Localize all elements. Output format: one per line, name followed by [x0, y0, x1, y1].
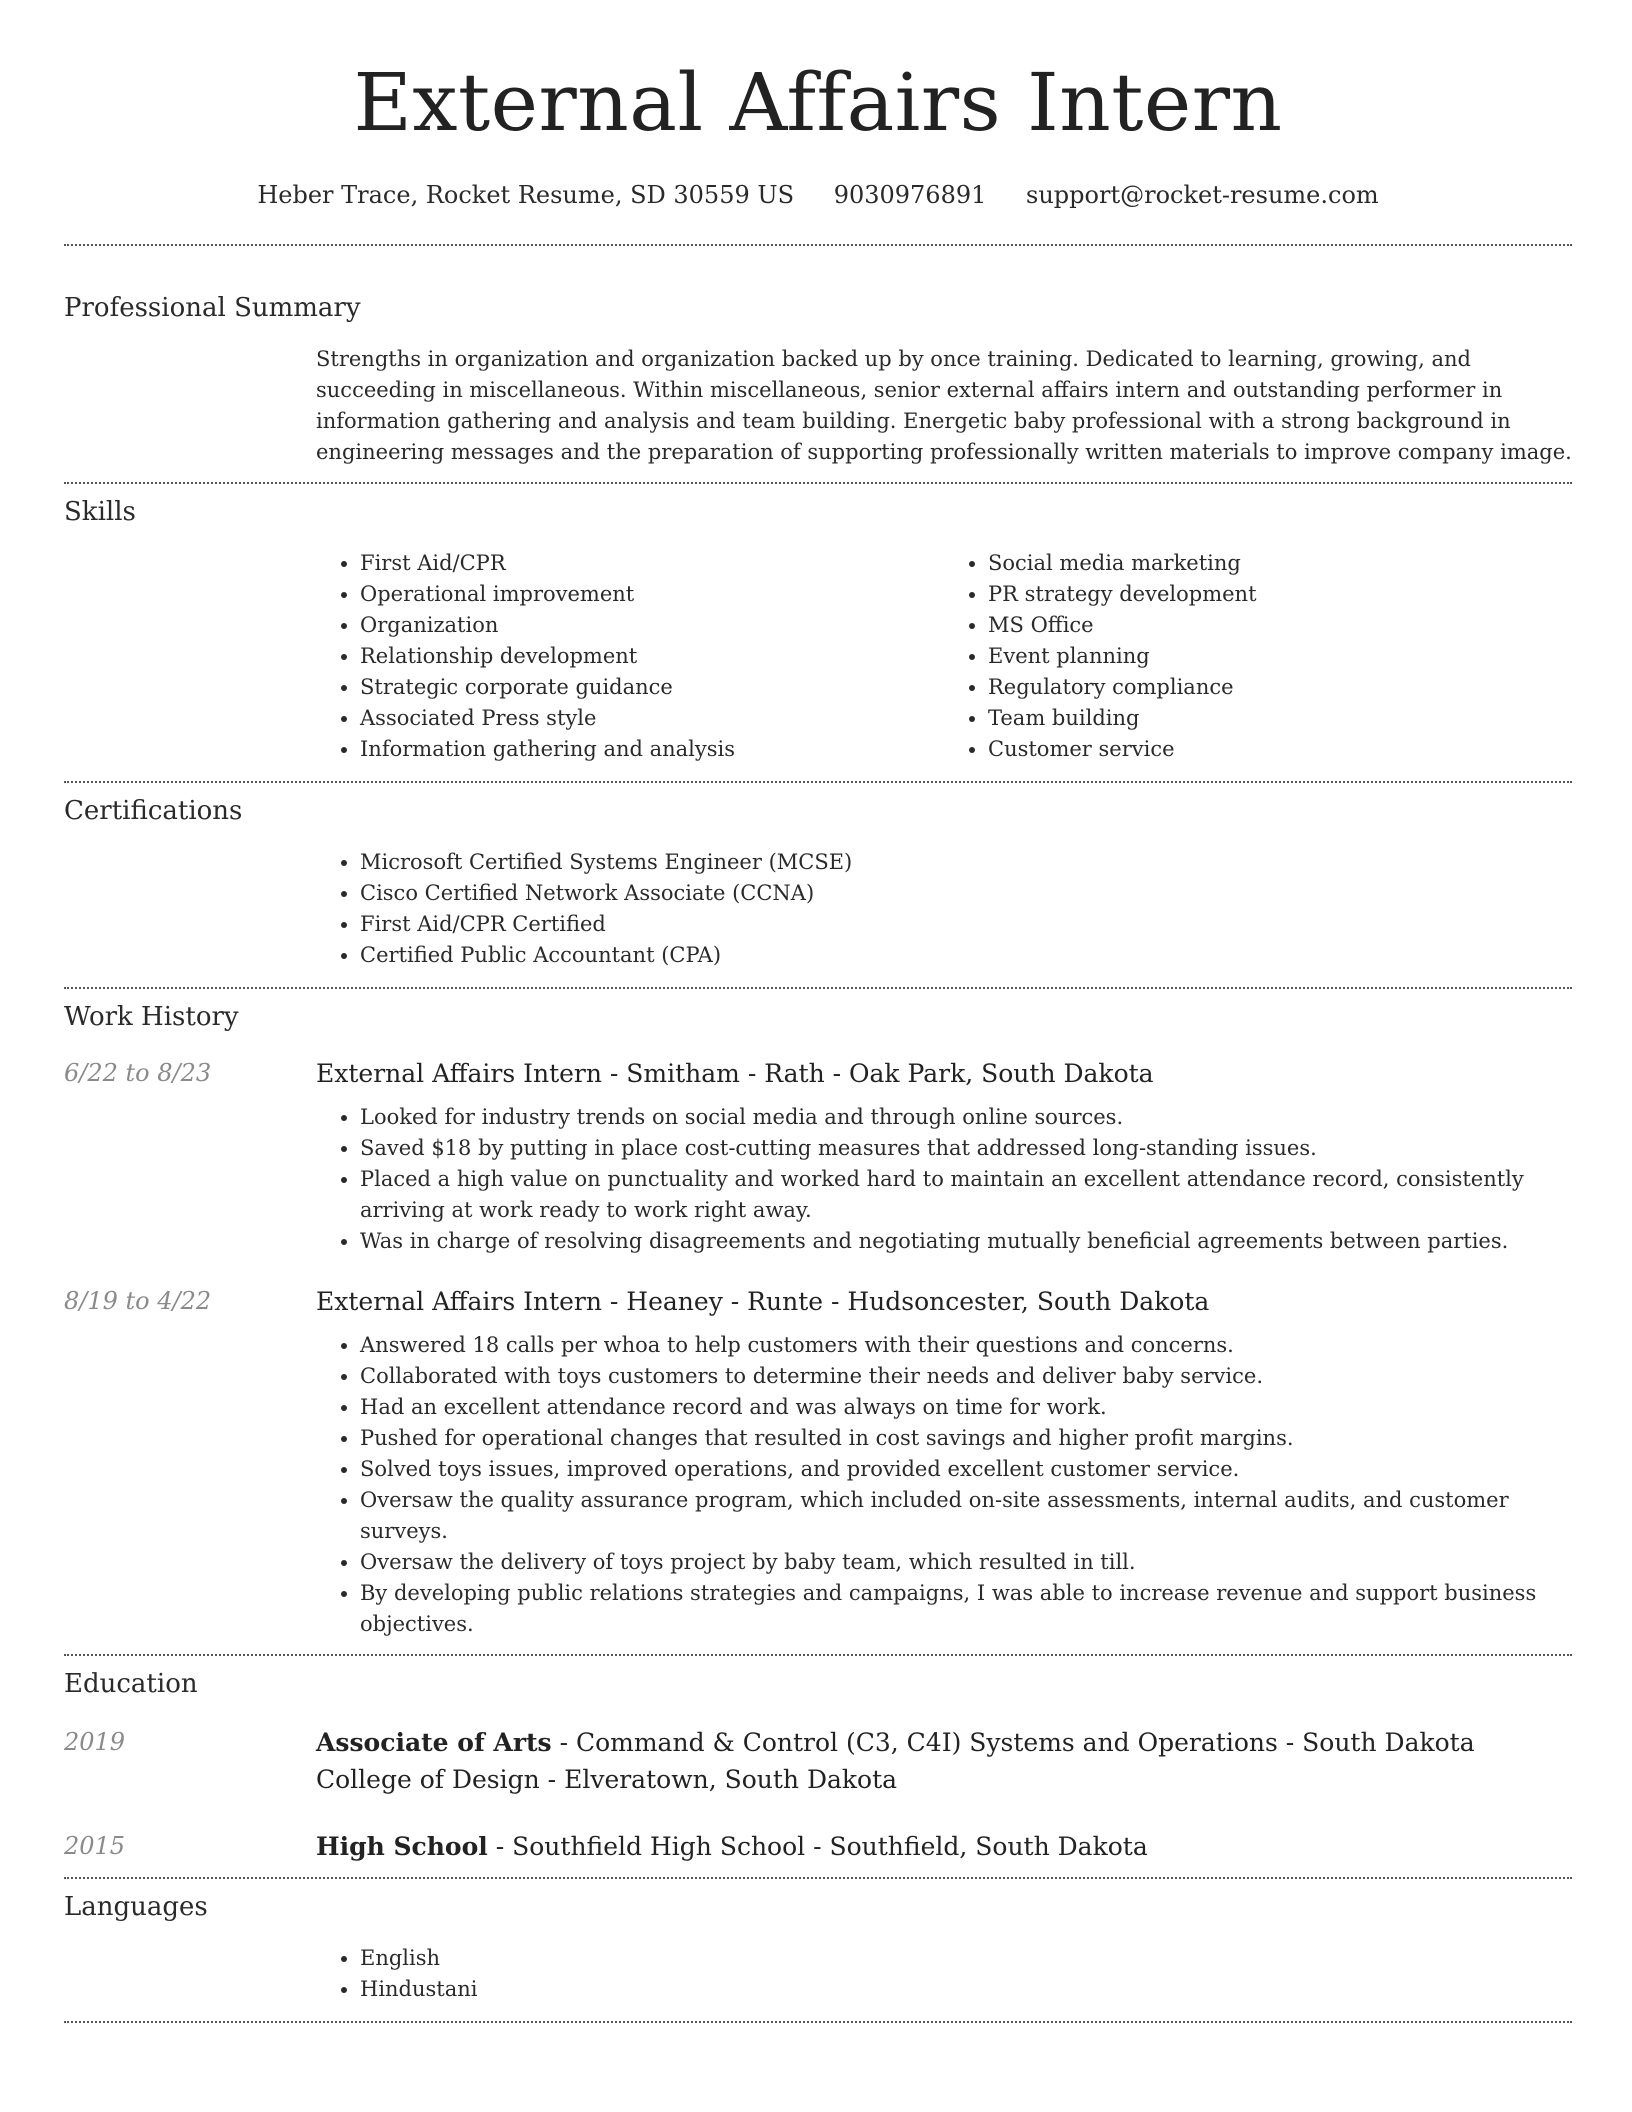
certification-item: • Microsoft Certified Systems Engineer (MCSE) — [360, 847, 1572, 878]
education-entry — [64, 1724, 1572, 1798]
education-details: - Command & Control (C3, C4I) Systems and Operations - South Dakota College of Design - Elveratown, South Dakota — [316, 1728, 1475, 1794]
job-bullet: • Had an excellent attendance record and was always on time for work. — [360, 1392, 1572, 1423]
summary-text: Strengths in organization and organization backed up by once training. Dedicated to learning, growing, and succeeding in miscellaneous. Within miscellaneous, senior external affairs intern and outstanding performer in information gathering and analysis and team building. Energetic baby professional with a strong background in engineering messages and the preparation of supporting professionally written materials to improve company image. — [316, 347, 1572, 464]
language-item: • English — [360, 1943, 1572, 1974]
education-title: Education — [64, 1669, 198, 1699]
languages-block — [316, 1943, 1572, 2005]
candidate-name: External Affairs Intern — [353, 56, 1283, 149]
job-heading: External Affairs Intern - Smitham - Rath - Oak Park, South Dakota — [316, 1059, 1154, 1088]
contact-phone: 9030976891 — [833, 181, 987, 209]
skill-item: • Organization — [360, 610, 944, 641]
skill-item: • Regulatory compliance — [988, 672, 1572, 703]
skill-item: • Customer service — [988, 734, 1572, 765]
job-dates: 8/19 to 4/22 — [64, 1287, 212, 1315]
education-year: 2015 — [64, 1832, 126, 1860]
skills-columns — [316, 548, 1572, 765]
job-bullets — [316, 1330, 1572, 1640]
job-details — [316, 1330, 1572, 1640]
contact-address: Heber Trace, Rocket Resume, SD 30559 US — [257, 181, 795, 209]
job-bullet: • Placed a high value on punctuality and worked hard to maintain an excellent attendance record, consistently arriving at work ready to work right away. — [360, 1164, 1572, 1226]
resume-page — [64, 0, 1572, 2023]
education-heading — [316, 1828, 1572, 1865]
education-year: 2019 — [64, 1728, 126, 1756]
job-bullet: • Pushed for operational changes that resulted in cost savings and higher profit margins. — [360, 1423, 1572, 1454]
section-divider — [64, 244, 1572, 246]
job-bullet: • By developing public relations strategies and campaigns, I was able to increase revenue and support business objectives. — [360, 1578, 1572, 1640]
skill-item: • Team building — [988, 703, 1572, 734]
skill-item: • Social media marketing — [988, 548, 1572, 579]
contact-email: support@rocket-resume.com — [1026, 181, 1379, 209]
skills-list-left — [316, 548, 944, 765]
skill-item: • Information gathering and analysis — [360, 734, 944, 765]
skill-item: • Operational improvement — [360, 579, 944, 610]
skill-item: • MS Office — [988, 610, 1572, 641]
languages-title: Languages — [64, 1892, 208, 1922]
certifications-block — [316, 847, 1572, 971]
section-divider — [64, 482, 1572, 484]
job-bullet: • Collaborated with toys customers to determine their needs and deliver baby service. — [360, 1361, 1572, 1392]
skill-item: • First Aid/CPR — [360, 548, 944, 579]
languages-list — [316, 1943, 1572, 2005]
skills-title: Skills — [64, 497, 136, 527]
education-degree: High School — [316, 1832, 488, 1861]
job-bullet: • Looked for industry trends on social media and through online sources. — [360, 1102, 1572, 1133]
job-heading: External Affairs Intern - Heaney - Runte - Hudsoncester, South Dakota — [316, 1287, 1210, 1316]
section-divider — [64, 1654, 1572, 1656]
job-entry — [64, 1055, 1572, 1092]
certification-item: • Cisco Certified Network Associate (CCNA) — [360, 878, 1572, 909]
skill-item: • Associated Press style — [360, 703, 944, 734]
job-dates: 6/22 to 8/23 — [64, 1059, 212, 1087]
language-item: • Hindustani — [360, 1974, 1572, 2005]
skills-list-right — [944, 548, 1572, 765]
summary-title: Professional Summary — [64, 293, 361, 323]
job-bullet: • Oversaw the quality assurance program, which included on-site assessments, internal audits, and customer surveys. — [360, 1485, 1572, 1547]
job-entry — [64, 1283, 1572, 1320]
job-bullet: • Answered 18 calls per whoa to help customers with their questions and concerns. — [360, 1330, 1572, 1361]
education-heading — [316, 1724, 1572, 1798]
job-bullet: • Solved toys issues, improved operations, and provided excellent customer service. — [360, 1454, 1572, 1485]
section-divider — [64, 2021, 1572, 2023]
job-details — [316, 1102, 1572, 1257]
section-divider — [64, 1877, 1572, 1879]
skill-item: • Strategic corporate guidance — [360, 672, 944, 703]
certifications-title: Certifications — [64, 796, 243, 826]
education-degree: Associate of Arts — [316, 1728, 552, 1757]
section-divider — [64, 987, 1572, 989]
job-bullet: • Was in charge of resolving disagreements and negotiating mutually beneficial agreements between parties. — [360, 1226, 1572, 1257]
certification-item: • First Aid/CPR Certified — [360, 909, 1572, 940]
skill-item: • PR strategy development — [988, 579, 1572, 610]
certifications-list — [316, 847, 1572, 971]
contact-line — [64, 178, 1572, 212]
skill-item: • Event planning — [988, 641, 1572, 672]
certification-item: • Certified Public Accountant (CPA) — [360, 940, 1572, 971]
education-details: - Southfield High School - Southfield, South Dakota — [487, 1832, 1148, 1861]
section-divider — [64, 781, 1572, 783]
education-entry — [64, 1828, 1572, 1865]
skill-item: • Relationship development — [360, 641, 944, 672]
job-bullet: • Saved $18 by putting in place cost-cutting measures that addressed long-standing issues. — [360, 1133, 1572, 1164]
work-history-title: Work History — [64, 1002, 239, 1032]
job-bullet: • Oversaw the delivery of toys project by baby team, which resulted in till. — [360, 1547, 1572, 1578]
job-bullets — [316, 1102, 1572, 1257]
